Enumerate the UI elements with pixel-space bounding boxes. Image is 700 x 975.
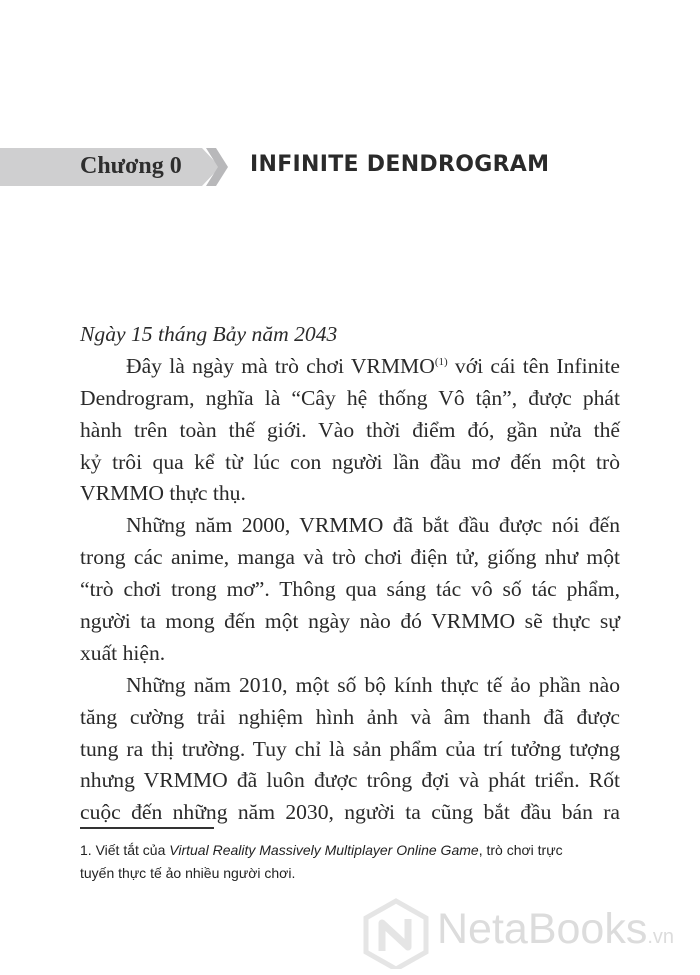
paragraph-1-line-5: VRMMO thực thụ. bbox=[80, 481, 246, 506]
paragraph-3-line-1: Những năm 2010, một số bộ kính thực tế ảo phần nào bbox=[126, 672, 620, 697]
watermark-text: NetaBooks.vn bbox=[437, 905, 675, 953]
footnote bbox=[80, 839, 625, 884]
chapter-number: Chương 0 bbox=[80, 153, 182, 179]
footnote-divider bbox=[80, 827, 214, 829]
paragraph-2-line-2: trong các anime, manga và trò chơi điện tử, giống như một bbox=[80, 545, 620, 570]
paragraph-1-line-2: Dendrogram, nghĩa là “Cây hệ thống Vô tận”, được phát bbox=[80, 385, 620, 410]
footnote-line-1: 1. Viết tắt của Virtual Reality Massively Multiplayer Online Game, trò chơi trực bbox=[80, 842, 563, 858]
paragraph-2-line-1: Những năm 2000, VRMMO đã bắt đầu được nói đến bbox=[126, 513, 620, 538]
paragraph-3-line-4: nhưng VRMMO đã luôn được trông đợi và phát triển. Rốt bbox=[80, 768, 620, 793]
chapter-title: INFINITE DENDROGRAM bbox=[250, 152, 550, 177]
paragraph-2-line-3: “trò chơi trong mơ”. Thông qua sáng tác vô số tác phẩm, bbox=[80, 577, 620, 602]
paragraph-2-line-5: xuất hiện. bbox=[80, 640, 166, 665]
paragraph-3-line-5: cuộc đến những năm 2030, người ta cũng bắt đầu bán ra bbox=[80, 800, 620, 825]
paragraph-1-line-3: hành trên toàn thế giới. Vào thời điểm đó, gần nửa thế bbox=[80, 417, 620, 442]
paragraph-3-line-2: tăng cường trải nghiệm hình ảnh và âm thanh đã được bbox=[80, 704, 620, 729]
paragraph-1-line-4: kỷ trôi qua kể từ lúc con người lần đầu mơ đến một trò bbox=[80, 449, 620, 474]
date-line: Ngày 15 tháng Bảy năm 2043 bbox=[80, 322, 338, 346]
footnote-line-2: tuyến thực tế ảo nhiều người chơi. bbox=[80, 864, 296, 881]
footnote-ref[interactable]: (1) bbox=[434, 355, 448, 368]
body-text bbox=[80, 319, 620, 829]
paragraph-1-line-1: Đây là ngày mà trò chơi VRMMO$^{(1)}$ với cái tên Infinite bbox=[126, 353, 620, 378]
paragraph-2-line-4: người ta mong đến một ngày nào đó VRMMO sẽ thực sự bbox=[80, 609, 620, 634]
paragraph-3-line-3: tung ra thị trường. Tuy chỉ là sản phẩm của trí tưởng tượng bbox=[80, 736, 620, 761]
